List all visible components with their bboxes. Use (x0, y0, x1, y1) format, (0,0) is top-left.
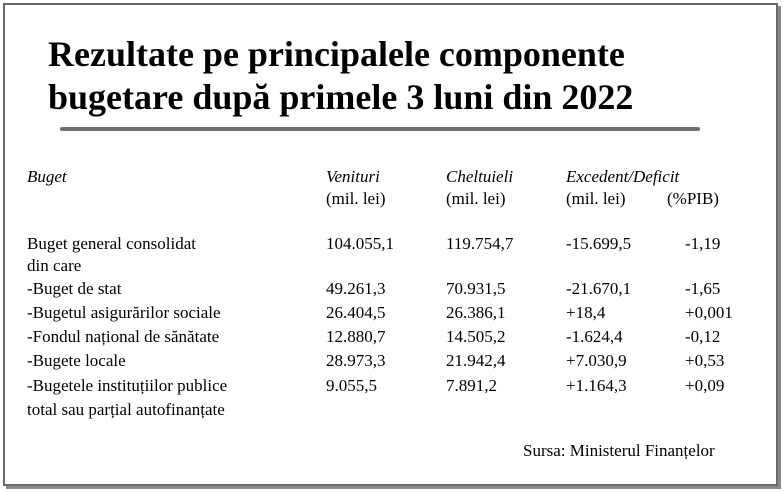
row-name: -Bugetele instituțiilor publice (27, 376, 228, 395)
cell-excedent: +7.030,9 (566, 351, 627, 370)
header-cheltuieli: Cheltuieli (446, 167, 514, 186)
cell-cheltuieli: 26.386,1 (446, 303, 506, 322)
title-divider (60, 127, 700, 131)
page-title (48, 33, 748, 119)
cell-pib: -0,12 (685, 327, 721, 346)
header-excedent-unit: (mil. lei) (566, 189, 626, 208)
header-cheltuieli-unit: (mil. lei) (446, 189, 506, 208)
cell-venituri: 26.404,5 (326, 303, 386, 322)
row-name: Buget general consolidat (27, 234, 197, 253)
cell-cheltuieli: 70.931,5 (446, 279, 506, 298)
cell-venituri: 28.973,3 (326, 351, 386, 370)
cell-pib: +0,001 (685, 303, 733, 322)
row-name: -Bugete locale (27, 351, 126, 370)
cell-venituri: 104.055,1 (326, 234, 394, 253)
cell-venituri: 12.880,7 (326, 327, 386, 346)
row-name: -Buget de stat (27, 279, 122, 298)
cell-pib: -1,19 (685, 234, 721, 253)
cell-pib: +0,09 (685, 376, 725, 395)
cell-cheltuieli: 21.942,4 (446, 351, 506, 370)
title-line-1: Rezultate pe principalele componente (48, 34, 625, 74)
header-pib-unit: (%PIB) (667, 189, 719, 208)
cell-cheltuieli: 119.754,7 (446, 234, 514, 253)
cell-excedent: -1.624,4 (566, 327, 623, 346)
cell-excedent: +1.164,3 (566, 376, 627, 395)
row-name: din care (27, 256, 82, 275)
source-note: Sursa: Ministerul Finanțelor (523, 441, 715, 460)
cell-pib: -1,65 (685, 279, 721, 298)
header-venituri: Venituri (326, 167, 380, 186)
cell-cheltuieli: 7.891,2 (446, 376, 497, 395)
row-name: -Bugetul asigurărilor sociale (27, 303, 221, 322)
row-name: -Fondul național de sănătate (27, 327, 220, 346)
cell-venituri: 49.261,3 (326, 279, 386, 298)
cell-cheltuieli: 14.505,2 (446, 327, 506, 346)
cell-excedent: +18,4 (566, 303, 606, 322)
cell-excedent: -21.670,1 (566, 279, 632, 298)
title-line-2: bugetare după primele 3 luni din 2022 (48, 77, 634, 117)
cell-venituri: 9.055,5 (326, 376, 377, 395)
cell-excedent: -15.699,5 (566, 234, 632, 253)
row-name: total sau parțial autofinanțate (27, 400, 225, 419)
cell-pib: +0,53 (685, 351, 725, 370)
header-buget: Buget (27, 167, 67, 186)
header-venituri-unit: (mil. lei) (326, 189, 386, 208)
header-excedent: Excedent/Deficit (566, 167, 680, 186)
